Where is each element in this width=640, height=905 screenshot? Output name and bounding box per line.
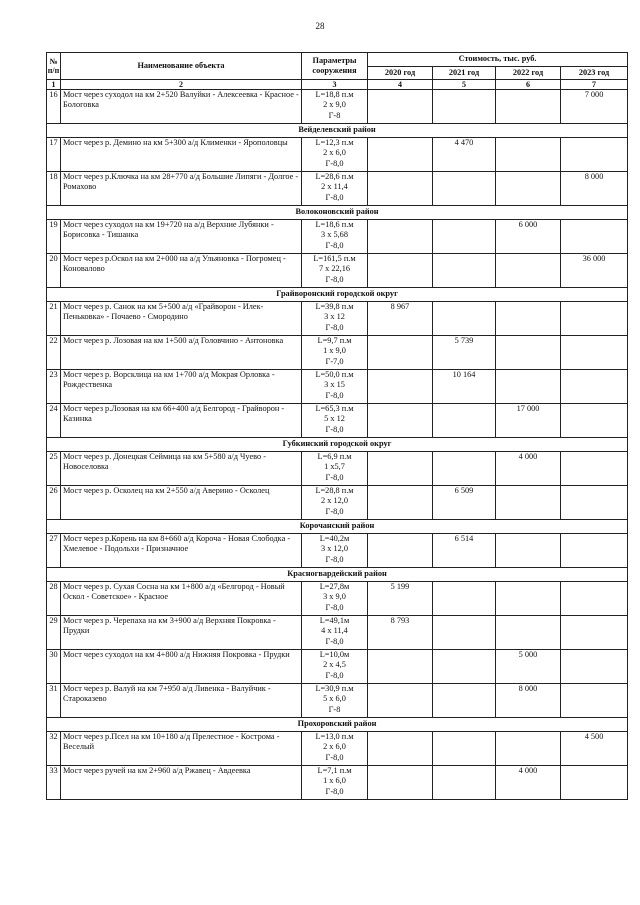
object-name: Мост через р. Лозовая на км 1+500 а/д Головчино - Антоновка xyxy=(61,336,302,370)
param-line: Г-8,0 xyxy=(325,192,344,202)
cost-2020 xyxy=(368,404,433,438)
param-line: 3 х 12 xyxy=(324,312,345,322)
cost-2020 xyxy=(368,336,433,370)
param-line: L=13,0 п.м xyxy=(315,732,354,741)
cost-2022: 8 000 xyxy=(496,684,561,718)
param-line: Г-7,0 xyxy=(325,356,344,366)
cost-2020 xyxy=(368,486,433,520)
object-params xyxy=(302,254,368,288)
param-line: 2 х 6,0 xyxy=(323,148,346,158)
param-line: L=28,6 п.м xyxy=(315,172,354,181)
param-line: Г-8,0 xyxy=(325,602,344,612)
cost-2022 xyxy=(496,370,561,404)
table-row xyxy=(47,370,628,404)
param-line: L=18,8 п.м xyxy=(315,90,354,99)
cost-2021 xyxy=(433,404,496,438)
section-title: Грайворонский городской округ xyxy=(47,288,628,302)
cost-2020 xyxy=(368,370,433,404)
param-line: Г-8,0 xyxy=(325,390,344,400)
param-line: Г-8,0 xyxy=(325,554,344,564)
param-line: 3 х 15 xyxy=(324,380,345,390)
column-index: 7 xyxy=(561,80,628,90)
param-line: 1 х 6,0 xyxy=(323,776,346,786)
object-params xyxy=(302,336,368,370)
param-line: Г-8,0 xyxy=(325,472,344,482)
section-row xyxy=(47,124,628,138)
object-params xyxy=(302,616,368,650)
object-params xyxy=(302,370,368,404)
cost-2021 xyxy=(433,684,496,718)
cost-2021 xyxy=(433,220,496,254)
cost-2021 xyxy=(433,452,496,486)
object-name: Мост через р. Осколец на км 2+550 а/д Аверино - Осколец xyxy=(61,486,302,520)
table-row xyxy=(47,404,628,438)
object-name: Мост через р. Ворсклица на км 1+700 а/д Мокрая Орловка - Рождественка xyxy=(61,370,302,404)
cost-2020 xyxy=(368,766,433,800)
cost-2022 xyxy=(496,486,561,520)
param-line: 2 х 11,4 xyxy=(321,182,348,192)
cost-2023: 4 500 xyxy=(561,732,628,766)
cost-2022: 5 000 xyxy=(496,650,561,684)
object-params xyxy=(302,684,368,718)
row-number: 22 xyxy=(47,336,61,370)
column-index: 2 xyxy=(61,80,302,90)
section-title: Красногвардейский район xyxy=(47,568,628,582)
param-line: L=28,8 п.м xyxy=(315,486,354,495)
table-row xyxy=(47,616,628,650)
object-params xyxy=(302,732,368,766)
param-line: Г-8,0 xyxy=(325,424,344,434)
param-line: 1 х 9,0 xyxy=(323,346,346,356)
cost-2020 xyxy=(368,732,433,766)
cost-2021: 4 470 xyxy=(433,138,496,172)
object-name: Мост через р.Корень на км 8+660 а/д Короча - Новая Слободка - Хмелевое - Подольхи - Призначное xyxy=(61,534,302,568)
row-number: 23 xyxy=(47,370,61,404)
cost-2023 xyxy=(561,220,628,254)
row-number: 20 xyxy=(47,254,61,288)
section-row xyxy=(47,288,628,302)
object-name: Мост через р. Донецкая Сеймица на км 5+580 а/д Чуево - Новоселовка xyxy=(61,452,302,486)
object-params xyxy=(302,172,368,206)
object-params xyxy=(302,582,368,616)
cost-2023 xyxy=(561,766,628,800)
header-cost: Стоимость, тыс. руб. xyxy=(368,53,628,67)
param-line: 1 х5,7 xyxy=(324,462,345,472)
param-line: L=18,6 п.м xyxy=(315,220,354,229)
param-line: L=161,5 п.м xyxy=(313,254,356,263)
row-number: 25 xyxy=(47,452,61,486)
cost-2021 xyxy=(433,302,496,336)
table-row xyxy=(47,582,628,616)
param-line: L=12,3 п.м xyxy=(315,138,354,147)
object-name: Мост через суходол на км 4+800 а/д Нижняя Покровка - Прудки xyxy=(61,650,302,684)
row-number: 19 xyxy=(47,220,61,254)
row-number: 27 xyxy=(47,534,61,568)
param-line: L=65,3 п.м xyxy=(315,404,354,413)
cost-2023 xyxy=(561,486,628,520)
cost-2021 xyxy=(433,732,496,766)
param-line: Г-8 xyxy=(328,110,341,120)
param-line: L=7,1 п.м xyxy=(317,766,352,775)
cost-2022 xyxy=(496,302,561,336)
object-name: Мост через суходол на км 19+720 на а/д Верхние Лубянки - Борисовка - Тишанка xyxy=(61,220,302,254)
table-row xyxy=(47,766,628,800)
section-row xyxy=(47,718,628,732)
param-line: Г-8,0 xyxy=(325,322,344,332)
cost-2020 xyxy=(368,452,433,486)
cost-2023 xyxy=(561,370,628,404)
param-line: Г-8 xyxy=(328,704,341,714)
cost-2023 xyxy=(561,138,628,172)
object-params xyxy=(302,404,368,438)
cost-2023 xyxy=(561,616,628,650)
object-name: Мост через р. Демино на км 5+300 а/д Клименки - Ярополовцы xyxy=(61,138,302,172)
object-name: Мост через р.Оскол на км 2+000 на а/д Ульяновка - Погромец - Коновалово xyxy=(61,254,302,288)
object-params xyxy=(302,486,368,520)
cost-2022 xyxy=(496,616,561,650)
param-line: L=27,8м xyxy=(319,582,350,591)
param-line: L=49,1м xyxy=(319,616,350,625)
object-params xyxy=(302,766,368,800)
cost-2020 xyxy=(368,172,433,206)
object-params xyxy=(302,138,368,172)
cost-2021: 6 514 xyxy=(433,534,496,568)
row-number: 29 xyxy=(47,616,61,650)
section-title: Волоконовский район xyxy=(47,206,628,220)
table-row xyxy=(47,254,628,288)
header-year-2020: 2020 год xyxy=(368,67,433,80)
row-number: 24 xyxy=(47,404,61,438)
cost-2021 xyxy=(433,172,496,206)
table-row xyxy=(47,336,628,370)
cost-2021: 10 164 xyxy=(433,370,496,404)
param-line: Г-8,0 xyxy=(325,670,344,680)
row-number: 31 xyxy=(47,684,61,718)
table-row xyxy=(47,138,628,172)
row-number: 33 xyxy=(47,766,61,800)
row-number: 32 xyxy=(47,732,61,766)
object-name: Мост через ручей на км 2+960 а/д Ржавец - Авдеевка xyxy=(61,766,302,800)
cost-2023: 8 000 xyxy=(561,172,628,206)
table-row xyxy=(47,534,628,568)
param-line: 2 х 9,0 xyxy=(323,100,346,110)
param-line: 3 х 9,0 xyxy=(323,592,346,602)
column-index: 5 xyxy=(433,80,496,90)
cost-2022 xyxy=(496,336,561,370)
cost-2021 xyxy=(433,650,496,684)
object-params xyxy=(302,452,368,486)
cost-2023 xyxy=(561,452,628,486)
table-row xyxy=(47,684,628,718)
param-line: Г-8,0 xyxy=(325,158,344,168)
param-line: 5 х 6,0 xyxy=(323,694,346,704)
header-year-2023: 2023 год xyxy=(561,67,628,80)
cost-2023: 7 000 xyxy=(561,90,628,124)
cost-2020 xyxy=(368,684,433,718)
cost-2023 xyxy=(561,302,628,336)
param-line: L=6,9 п.м xyxy=(317,452,352,461)
row-number: 21 xyxy=(47,302,61,336)
cost-2022 xyxy=(496,732,561,766)
object-name: Мост через суходол на км 2+520 Валуйки - Алексеевка - Красное - Бологовка xyxy=(61,90,302,124)
object-params xyxy=(302,302,368,336)
column-index: 1 xyxy=(47,80,61,90)
section-title: Корочанский район xyxy=(47,520,628,534)
section-row xyxy=(47,206,628,220)
table-row xyxy=(47,172,628,206)
header-name: Наименование объекта xyxy=(61,53,302,80)
cost-2020 xyxy=(368,254,433,288)
cost-2022 xyxy=(496,90,561,124)
cost-2020: 8 793 xyxy=(368,616,433,650)
cost-2020 xyxy=(368,90,433,124)
param-line: L=10,0м xyxy=(319,650,350,659)
cost-2023 xyxy=(561,534,628,568)
cost-2021 xyxy=(433,254,496,288)
param-line: Г-8,0 xyxy=(325,506,344,516)
table-row xyxy=(47,220,628,254)
param-line: L=39,8 п.м xyxy=(315,302,354,311)
param-line: 2 х 12,0 xyxy=(321,496,348,506)
table-row xyxy=(47,486,628,520)
object-name: Мост через р.Ключка на км 28+770 а/д Большие Липяги - Долгое - Ромахово xyxy=(61,172,302,206)
object-name: Мост через р. Санок на км 5+500 а/д «Грайворон - Илек-Пеньковка» - Почаево - Смородино xyxy=(61,302,302,336)
cost-2022 xyxy=(496,254,561,288)
cost-2021 xyxy=(433,766,496,800)
param-line: 7 х 22,16 xyxy=(318,264,351,274)
column-index: 3 xyxy=(302,80,368,90)
column-index: 6 xyxy=(496,80,561,90)
row-number: 16 xyxy=(47,90,61,124)
cost-2021 xyxy=(433,90,496,124)
table-row xyxy=(47,302,628,336)
header-num: № п/п xyxy=(47,53,61,80)
row-number: 28 xyxy=(47,582,61,616)
cost-2020: 5 199 xyxy=(368,582,433,616)
object-params xyxy=(302,220,368,254)
object-name: Мост через р.Псел на км 10+180 а/д Прелестное - Кострома - Веселый xyxy=(61,732,302,766)
object-name: Мост через р. Валуй на км 7+950 а/д Ливенка - Валуйчик - Староказево xyxy=(61,684,302,718)
object-name: Мост через р. Сухая Сосна на км 1+800 а/д «Белгород - Новый Оскол - Советское» - Красное xyxy=(61,582,302,616)
header-year-2022: 2022 год xyxy=(496,67,561,80)
param-line: L=40,2м xyxy=(319,534,350,543)
param-line: 2 х 6,0 xyxy=(323,742,346,752)
bridge-repair-table xyxy=(46,52,628,800)
param-line: Г-8,0 xyxy=(325,240,344,250)
table-row xyxy=(47,732,628,766)
cost-2023 xyxy=(561,650,628,684)
row-number: 30 xyxy=(47,650,61,684)
param-line: 4 х 11,4 xyxy=(321,626,348,636)
cost-2020 xyxy=(368,220,433,254)
param-line: 3 х 5,68 xyxy=(321,230,348,240)
section-row xyxy=(47,568,628,582)
cost-2022: 4 000 xyxy=(496,452,561,486)
param-line: 3 х 12,0 xyxy=(321,544,348,554)
section-title: Губкинский городской округ xyxy=(47,438,628,452)
param-line: Г-8,0 xyxy=(325,752,344,762)
cost-2020 xyxy=(368,650,433,684)
cost-2023 xyxy=(561,684,628,718)
cost-2022: 6 000 xyxy=(496,220,561,254)
row-number: 26 xyxy=(47,486,61,520)
section-title: Вейделевский район xyxy=(47,124,628,138)
cost-2023: 36 000 xyxy=(561,254,628,288)
row-number: 17 xyxy=(47,138,61,172)
cost-2020 xyxy=(368,534,433,568)
param-line: Г-8,0 xyxy=(325,786,344,796)
param-line: 2 х 4,5 xyxy=(323,660,346,670)
param-line: L=9,7 п.м xyxy=(317,336,352,345)
object-name: Мост через р.Лозовая на км 66+400 а/д Белгород - Грайворон - Казинка xyxy=(61,404,302,438)
header-params: Параметры сооружения xyxy=(302,53,368,80)
section-row xyxy=(47,520,628,534)
cost-2022: 4 000 xyxy=(496,766,561,800)
page-number: 28 xyxy=(315,21,325,31)
section-row xyxy=(47,438,628,452)
cost-2022 xyxy=(496,534,561,568)
cost-2022 xyxy=(496,138,561,172)
cost-2021: 6 509 xyxy=(433,486,496,520)
cost-2021 xyxy=(433,616,496,650)
cost-2021: 5 739 xyxy=(433,336,496,370)
cost-2022 xyxy=(496,172,561,206)
object-params xyxy=(302,650,368,684)
object-name: Мост через р. Черепаха на км 3+900 а/д Верхняя Покровка - Прудки xyxy=(61,616,302,650)
table-row xyxy=(47,452,628,486)
cost-2022 xyxy=(496,582,561,616)
cost-2021 xyxy=(433,582,496,616)
param-line: Г-8,0 xyxy=(325,274,344,284)
table-row xyxy=(47,90,628,124)
row-number: 18 xyxy=(47,172,61,206)
cost-2023 xyxy=(561,336,628,370)
cost-2023 xyxy=(561,582,628,616)
cost-2020: 8 967 xyxy=(368,302,433,336)
table-row xyxy=(47,650,628,684)
param-line: L=30,9 п.м xyxy=(315,684,354,693)
object-params xyxy=(302,90,368,124)
param-line: 5 х 12 xyxy=(324,414,345,424)
column-index: 4 xyxy=(368,80,433,90)
param-line: Г-8,0 xyxy=(325,636,344,646)
object-params xyxy=(302,534,368,568)
param-line: L=50,0 п.м xyxy=(315,370,354,379)
cost-2022: 17 000 xyxy=(496,404,561,438)
cost-2020 xyxy=(368,138,433,172)
cost-2023 xyxy=(561,404,628,438)
header-year-2021: 2021 год xyxy=(433,67,496,80)
section-title: Прохоровский район xyxy=(47,718,628,732)
table-body xyxy=(47,90,628,800)
